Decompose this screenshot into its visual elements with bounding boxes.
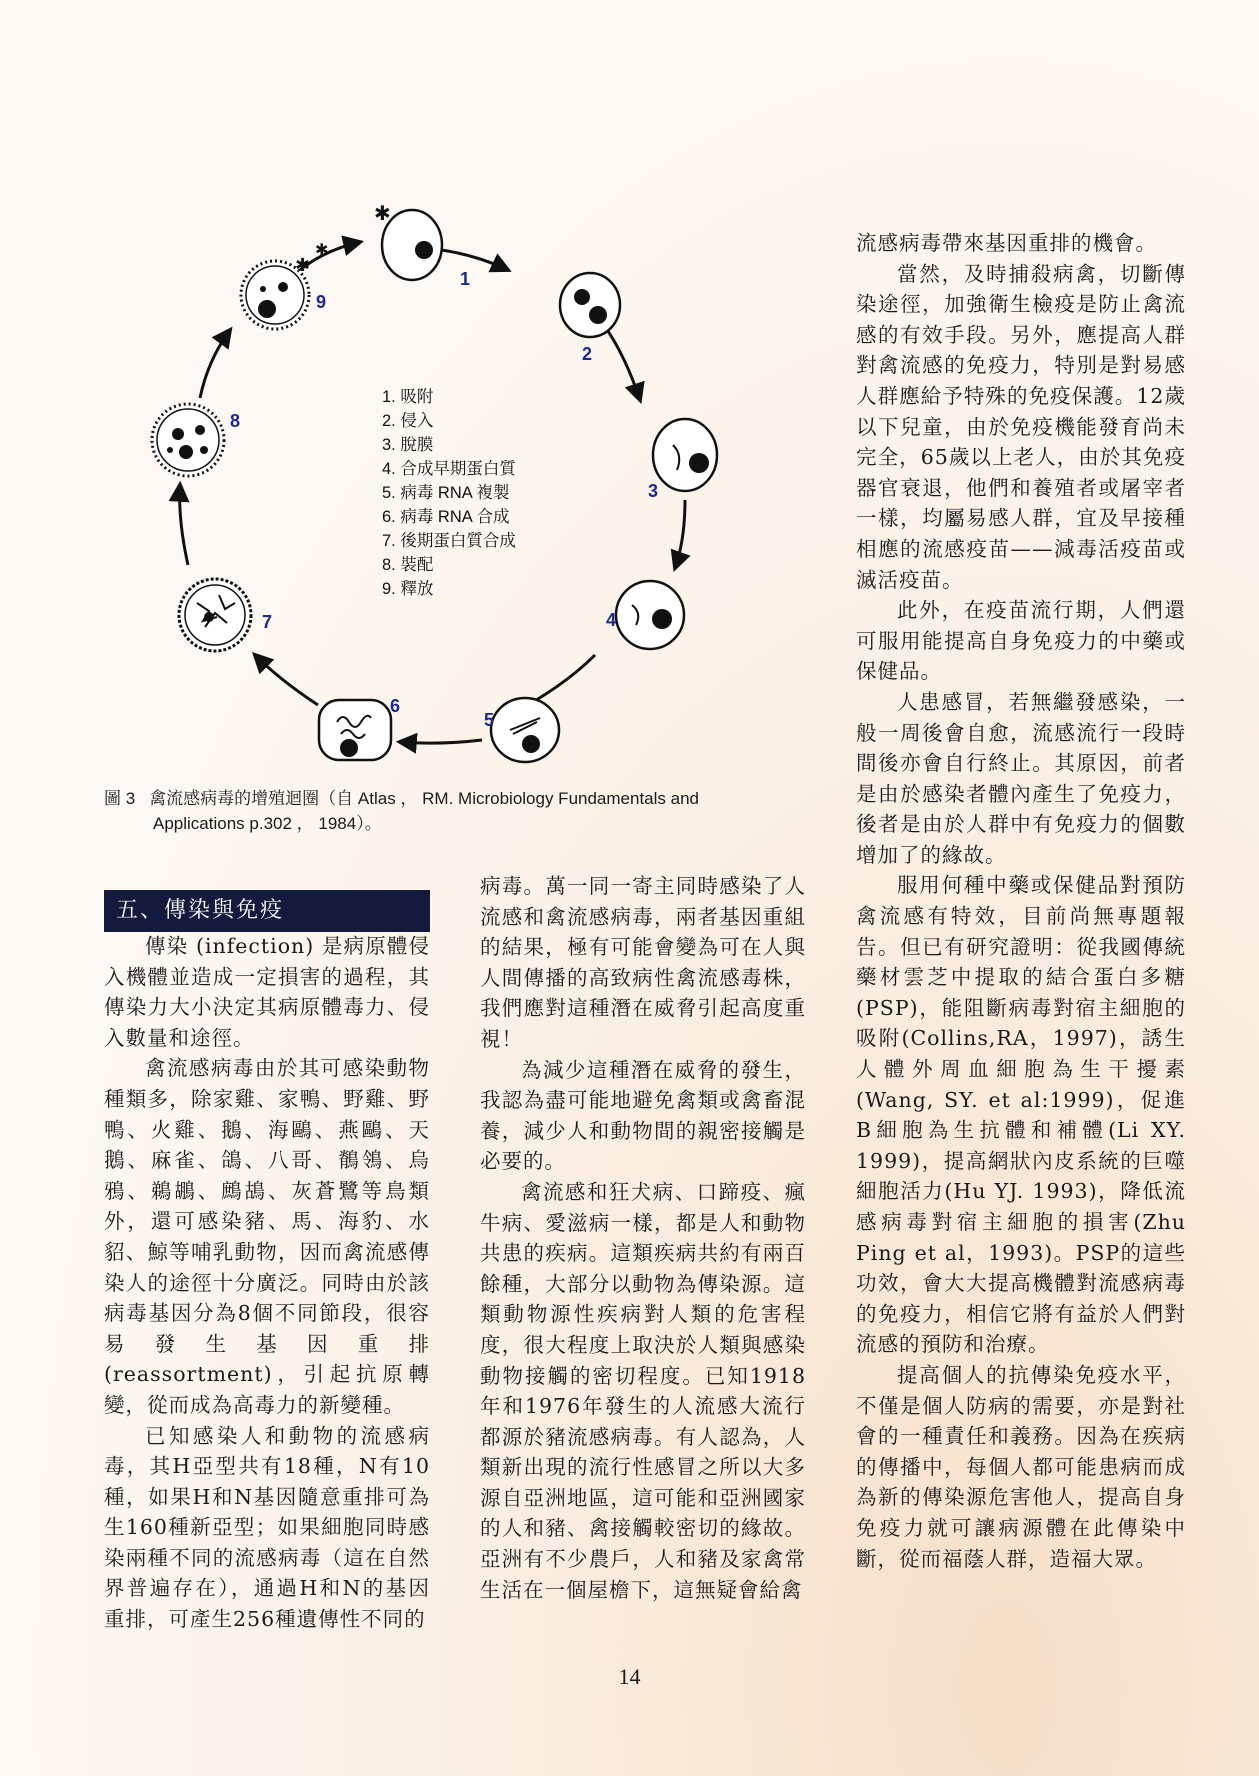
left-column [104, 931, 430, 1635]
paragraph: 服用何種中藥或保健品對預防禽流感有特效，目前尚無專題報告。但已有研究證明：從我國傳統藥材雲芝中提取的結合蛋白多糖(PSP)，能阻斷病毒對宿主細胞的吸附(Collins,RA，1997)，誘生人體外周血細胞為生干擾素(Wang, SY. et al:1999)，促進B細胞為生抗體和補體(Li XY. 1999)，提高網狀內皮系統的巨噬細胞活力(Hu YJ. 1993)，降低流感病毒對宿主細胞的損害(Zhu Ping et al，1993)。PSP的這些功效，會大大提高機體對流感病毒的免疫力，相信它將有益於人們對流感的預防和治療。 [856, 873, 1186, 1357]
arrow-7-8 [180, 485, 188, 565]
legend-item: 8. 裝配 [382, 556, 434, 574]
legend-item: 5. 病毒 RNA 複製 [382, 484, 510, 502]
paragraph: 為減少這種潛在威脅的發生，我認為盡可能地避免禽類或禽畜混養，減少人和動物間的親密接觸是必要的。 [480, 1057, 806, 1174]
stage-number-3: 3 [648, 481, 659, 501]
stage-2-cell [560, 273, 620, 337]
legend-item: 4. 合成早期蛋白質 [382, 460, 516, 478]
caption-line-2: Applications p.302 ， 1984）。 [153, 814, 382, 833]
paragraph: 此外，在疫苗流行期，人們還可服用能提高自身免疫力的中藥或保健品。 [856, 598, 1186, 684]
arrow-6-7 [255, 655, 318, 705]
stage-6-cell [319, 700, 391, 760]
diagram-legend [382, 387, 516, 598]
paragraph: 人患感冒，若無繼發感染，一般一周後會自愈，流感流行一段時間後亦會自行終止。其原因，前者是由於感染者體內產生了免疫力，後者是由於人群中有免疫力的個數增加了的緣故。 [856, 689, 1186, 867]
legend-item: 6. 病毒 RNA 合成 [382, 508, 510, 526]
stage-number-7: 7 [262, 612, 273, 632]
paragraph: 已知感染人和動物的流感病毒，其H亞型共有18種，N有10種，如果H和N基因隨意重排可為生160種新亞型；如果細胞同時感染兩種不同的流感病毒（這在自然界普遍存在），通過H和N的基因重排，可產生256種遺傳性不同的 [104, 1423, 430, 1632]
stage-4-cell [616, 581, 684, 649]
right-column [856, 228, 1186, 1574]
paragraph: 流感病毒帶來基因重排的機會。 [856, 231, 1157, 255]
stage-number-8: 8 [230, 411, 241, 431]
stage-7-cell [179, 579, 251, 651]
paragraph: 傳染 (infection) 是病原體侵入機體並造成一定損害的過程，其傳染力大小決定其病原體毒力、侵入數量和途徑。 [104, 934, 430, 1050]
stage-3-cell [653, 419, 717, 491]
paragraph: 病毒。萬一同一寄主同時感染了人流感和禽流感病毒，兩者基因重組的結果，極有可能會變為可在人與人間傳播的高致病性禽流感毒株，我們應對這種潛在威脅引起高度重視！ [480, 874, 806, 1051]
legend-item: 2. 侵入 [382, 412, 434, 430]
page-number: 14 [618, 1664, 641, 1689]
paragraph: 禽流感病毒由於其可感染動物種類多，除家雞、家鴨、野雞、野鴨、火雞、鵝、海鷗、燕鷗、天鵝、麻雀、鴿、八哥、鶺鴒、烏鴉、鵜鶘、鷓鴣、灰蒼鷺等鳥類外，還可感染豬、馬、海豹、水貂、鯨等哺乳動物，因而禽流感傳染人的途徑十分廣泛。同時由於該病毒基因分為8個不同節段，很容易發生基因重排(reassortment)，引起抗原轉變，從而成為高毒力的新變種。 [104, 1056, 430, 1417]
stage-number-2: 2 [582, 344, 593, 364]
svg-text:✱: ✱ [315, 240, 329, 259]
arrow-3-4 [675, 500, 685, 568]
stage-number-6: 6 [390, 696, 401, 716]
stage-5-cell [491, 698, 559, 762]
legend-item: 7. 後期蛋白質合成 [382, 532, 516, 550]
stage-number-4: 4 [606, 610, 617, 630]
paragraph: 當然，及時捕殺病禽，切斷傳染途徑，加強衛生檢疫是防止禽流感的有效手段。另外，應提高人群對禽流感的免疫力，特別是對易感人群應給予特殊的免疫保護。12歲以下兒童，由於免疫機能發育尚未完全，65歲以上老人，由於其免疫器官衰退，他們和養殖者或屠宰者一樣，均屬易感人群，宜及早接種相應的流感疫苗——減毒活疫苗或滅活疫苗。 [856, 261, 1186, 592]
figure-caption [104, 786, 808, 836]
stage-8-cell [152, 404, 224, 476]
stage-number-1: 1 [460, 269, 471, 289]
svg-text:✱: ✱ [374, 201, 391, 225]
middle-column [480, 871, 806, 1605]
virus-replication-cycle-diagram [120, 190, 820, 780]
svg-text:✱: ✱ [295, 255, 311, 276]
legend-item: 1. 吸附 [382, 388, 434, 406]
stage-9-cell [241, 240, 328, 329]
legend-item: 3. 脫膜 [382, 436, 434, 454]
paragraph: 禽流感和狂犬病、口蹄疫、瘋牛病、愛滋病一樣，都是人和動物共患的疾病。這類疾病共約有兩百餘種，大部分以動物為傳染源。這類動物源性疾病對人類的危害程度，很大程度上取決於人類與感染動物接觸的密切程度。已知1918年和1976年發生的人流感大流行都源於豬流感病毒。有人認為，人類新出現的流行性感冒之所以大多源自亞洲地區，這可能和亞洲國家的人和豬、禽接觸較密切的緣故。亞洲有不少農戶，人和豬及家禽常生活在一個屋檐下，這無疑會給禽 [480, 1179, 806, 1602]
stage-1-cell [374, 201, 442, 280]
stage-number-5: 5 [484, 710, 495, 730]
stage-number-9: 9 [316, 292, 327, 312]
caption-line-1: 禽流感病毒的增殖迴圈（自 Atlas ， RM. Microbiology Fundamentals and [149, 789, 699, 808]
arrow-8-9 [200, 330, 230, 398]
legend-item: 9. 釋放 [382, 580, 434, 598]
arrow-5-6 [400, 740, 482, 743]
figure-label: 圖 3 [104, 789, 136, 808]
paragraph: 提高個人的抗傳染免疫水平，不僅是個人防病的需要，亦是對社會的一種責任和義務。因為在疾病的傳播中，每個人都可能患病而成為新的傳染源危害他人，提高自身免疫力就可讓病源體在此傳染中斷，從而福蔭人群，造福大眾。 [856, 1362, 1186, 1571]
section-title: 五、傳染與免疫 [104, 890, 430, 932]
